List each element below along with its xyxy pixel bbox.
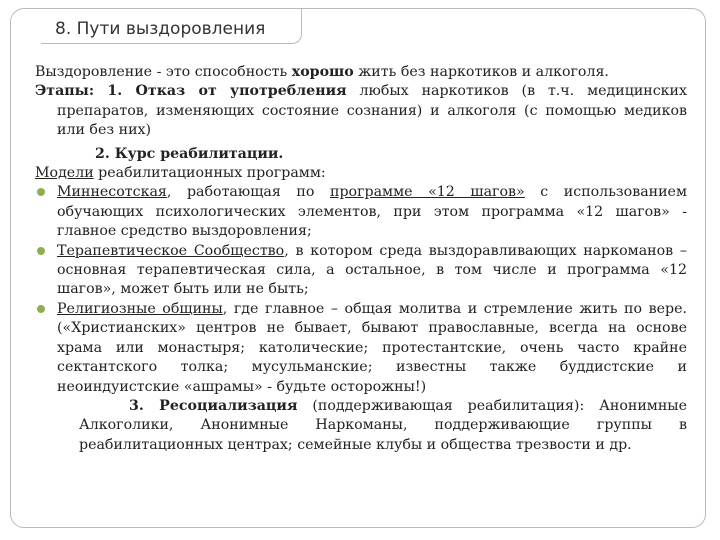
program-name: Религиозные общины xyxy=(57,300,223,317)
program-text: , работающая по xyxy=(166,184,330,201)
definition-text-before: Выздоровление - это способность xyxy=(35,64,292,80)
stage-3-label: 3. Ресоциализация xyxy=(129,397,298,414)
definition-bold-word: хорошо xyxy=(291,64,354,80)
bullet-icon xyxy=(37,188,45,196)
program-text: , где главное – общая молитва и стремление жить по вере. («Христианских» центров не бывает, бывают православные, всегда на основе храма или монастыря; католические; протестантские, очень часто крайне сектантского толка; мусульманские; известны также буддистские и неоиндуистские «ашрамы» - будьте осторожны!) xyxy=(57,300,687,395)
list-item xyxy=(35,183,687,241)
stage-1-label: Этапы: 1. Отказ от употребления xyxy=(35,83,347,100)
models-heading-rest: реабилитационных программ: xyxy=(93,165,326,182)
stage-1-paragraph xyxy=(35,82,687,140)
definition-text-after: жить без наркотиков и алкоголя. xyxy=(353,64,609,80)
stage-3-text: (поддерживающая реабилитация): Анонимные Алкоголики, Анонимные Наркоманы, поддерживающие группы в реабилитационных центрах; семейные клубы и общества трезвости и др. xyxy=(79,397,687,453)
program-name: Миннесотская xyxy=(57,184,167,201)
bullet-icon xyxy=(37,247,45,255)
models-heading xyxy=(35,164,687,183)
stage-1-text: любых наркотиков (в т.ч. медицинских препаратов, изменяющих состояние сознания) и алкоголя (с помощью медиков или без них) xyxy=(57,83,688,139)
models-underlined-word: Модели xyxy=(35,165,94,182)
program-text-secondary: с использованием обучающих психологических элементов, при этом программа «12 шагов» - главное средство выздоровления; xyxy=(57,184,687,240)
list-item xyxy=(35,242,687,300)
stage-3-paragraph xyxy=(35,397,687,455)
page-title: 8. Пути выздоровления xyxy=(55,19,266,39)
stage-2-heading: 2. Курс реабилитации. xyxy=(95,145,284,162)
definition-paragraph xyxy=(35,63,687,82)
slide-frame xyxy=(10,8,706,528)
bullet-icon xyxy=(37,305,45,313)
program-name: Терапевтическое Сообщество xyxy=(57,242,285,259)
program-name-secondary: программе «12 шагов» xyxy=(329,184,525,201)
slide-body xyxy=(35,63,687,455)
list-item xyxy=(35,300,687,397)
program-text: , в котором среда выздоравливающих наркоманов – основная терапевтическая сила, а остальное, в том числе и программа «12 шагов», может быть или не быть; xyxy=(57,242,687,298)
